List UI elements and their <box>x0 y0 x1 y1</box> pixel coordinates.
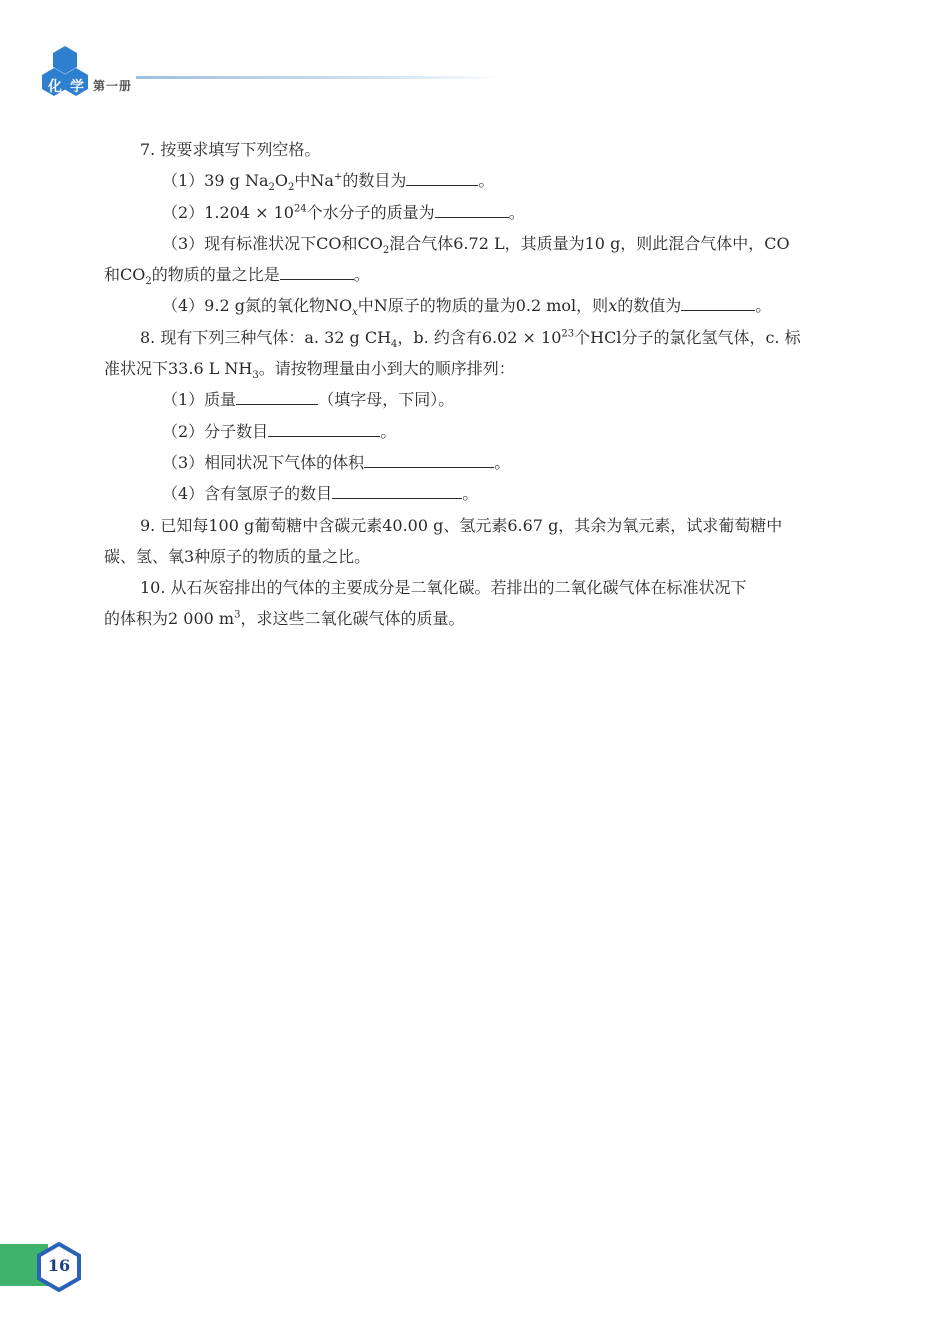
q7-sub3-line1: （3）现有标准状况下CO和$CO_2$混合气体6.72 L，其质量为10 g，则此混合气体中，CO <box>162 233 790 257</box>
answer-blank[interactable] <box>406 167 478 186</box>
answer-blank[interactable] <box>280 261 354 280</box>
header-rule <box>136 76 506 79</box>
q7-sub2: $(2)1.204 \times 10^{24}$个水分子的质量为 。 <box>104 197 852 228</box>
answer-blank[interactable] <box>268 418 380 437</box>
subject-char-hua: 化 <box>48 79 62 95</box>
q8-line1: 8. 现有下列三种气体：a. 32 g $CH_4$，b. 约含有$6.02 \times 10^{23}$个HCl分子的氯化氢气体，c. 标 <box>140 327 801 350</box>
exercise-content <box>104 134 852 635</box>
answer-blank[interactable] <box>435 199 509 218</box>
q9-line1: 9. 已知每100 g葡萄糖中含碳元素40.00 g、氢元素6.67 g，其余为氧元素，试求葡萄糖中 <box>140 515 783 535</box>
q7-sub3-line2: 和$CO_2$的物质的量之比是 。 <box>104 259 852 290</box>
answer-blank[interactable] <box>681 292 755 311</box>
q8-sub1: （1）质量 （填字母，下同）。 <box>104 384 852 415</box>
q10-line2: 的体积为2 000 $m^3$，求这些二氧化碳气体的质量。 <box>104 609 465 629</box>
subject-char-xue: 学 <box>70 79 84 95</box>
q7-title: 7. 按要求填写下列空格。 <box>140 140 321 159</box>
q8-line2: 准状况下33.6 L $NH_3$。请按物理量由小到大的顺序排列： <box>104 359 515 382</box>
q10-line1: 10. 从石灰窑排出的气体的主要成分是二氧化碳。若排出的二氧化碳气体在标准状况下 <box>140 578 747 598</box>
page-number: 16 <box>47 1256 71 1275</box>
q8-sub3: （3）相同状况下气体的体积 。 <box>104 447 852 478</box>
volume-label: 第一册 <box>93 79 133 93</box>
q9-line2: 碳、氢、氧3种原子的物质的量之比。 <box>104 546 371 566</box>
answer-blank[interactable] <box>332 480 462 499</box>
q7-sub1: （1）39 g $Na_2O_2$中Na+的数目为 。 <box>104 165 852 196</box>
answer-blank[interactable] <box>364 449 494 468</box>
answer-blank[interactable] <box>236 386 318 405</box>
page-header <box>36 42 496 112</box>
q8-sub2: （2）分子数目 。 <box>104 416 852 447</box>
q7-sub4: （4）9.2 g氮的氧化物$NO_x$中N原子的物质的量为0.2 mol，则x的数值为 。 <box>104 290 852 321</box>
q8-sub4: （4）含有氢原子的数目 。 <box>104 478 852 509</box>
